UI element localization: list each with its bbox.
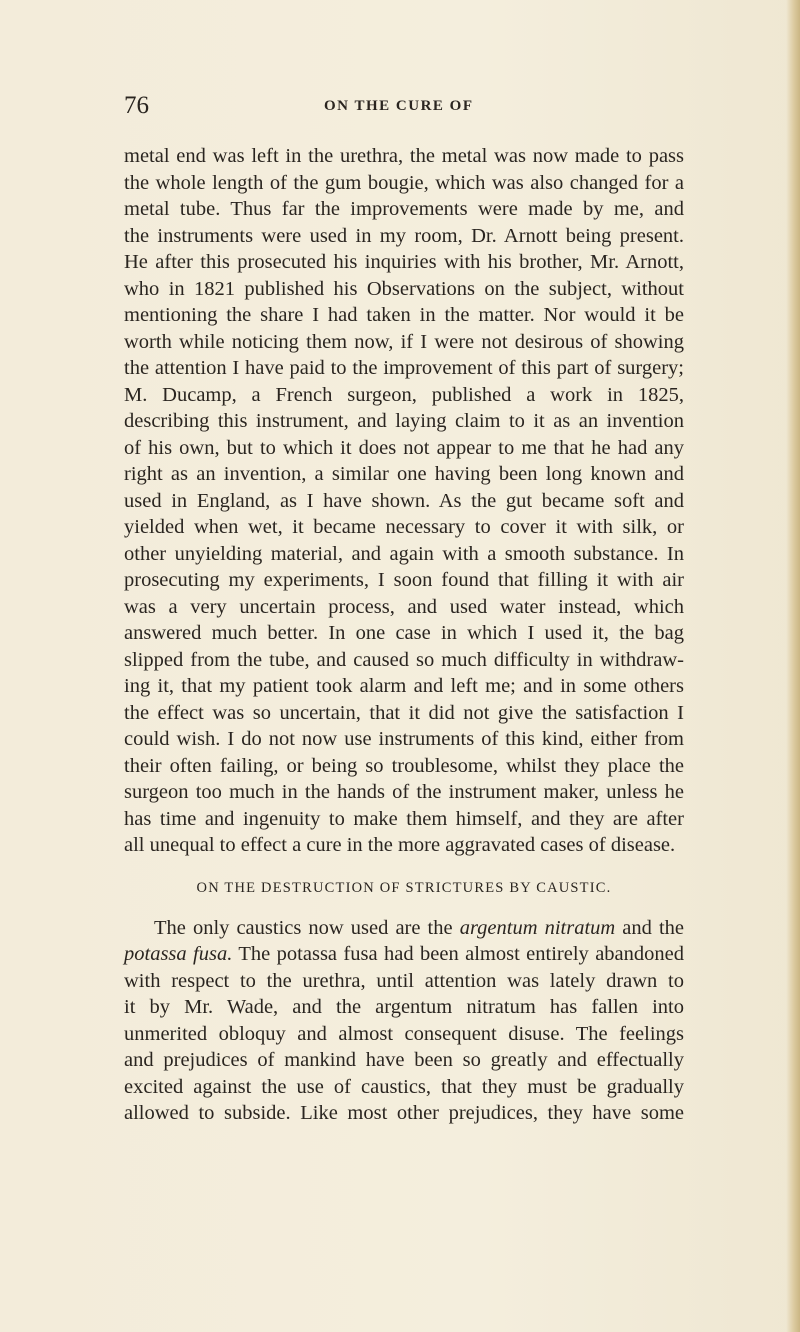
italic-term: potassa fusa. — [124, 943, 233, 965]
text-line: used in England, as I have shown. As the gut became soft and — [124, 489, 684, 512]
text-line: ing it, that my patient took alarm and left me; and in some others — [124, 675, 684, 697]
text-line: right as an invention, a similar one having been long known and — [124, 463, 684, 485]
paragraph-1 — [124, 143, 684, 859]
text-line: the instruments were used in my room, Dr. Arnott being present. — [124, 224, 684, 247]
paragraph-2 — [124, 915, 684, 1127]
text-line: the attention I have paid to the improvement of this part of surgery; — [124, 357, 684, 379]
text-line: with respect to the urethra, until attention was lately drawn to — [124, 969, 684, 992]
text-span: The potassa fusa had been almost entirely abandoned — [232, 943, 684, 965]
text-span: The only caustics now used are the — [154, 916, 460, 939]
text-span: and the — [615, 916, 684, 939]
text-line: M. Ducamp, a French surgeon, published a work in 1825, — [124, 383, 684, 406]
text-line — [124, 915, 684, 942]
text-line: mentioning the share I had taken in the matter. Nor would it be — [124, 304, 684, 326]
text-line: was a very uncertain process, and used water instead, which — [124, 595, 684, 618]
text-line: excited against the use of caustics, that they must be gradually — [124, 1075, 684, 1098]
text-line: surgeon too much in the hands of the instrument maker, unless he — [124, 781, 684, 803]
page-number: 76 — [124, 92, 149, 119]
text-line: worth while noticing them now, if I were not desirous of showing — [124, 330, 684, 353]
text-line: describing this instrument, and laying claim to it as an invention — [124, 410, 684, 432]
text-line: the effect was so uncertain, that it did not give the satisfaction I — [124, 701, 684, 724]
running-head: ON THE CURE OF — [324, 98, 474, 114]
text-line: who in 1821 published his Observations on the subject, without — [124, 277, 684, 300]
text-line: other unyielding material, and again with a smooth substance. In — [124, 542, 684, 565]
text-line: slipped from the tube, and caused so much difficulty in withdraw- — [124, 648, 684, 671]
text-line — [124, 941, 684, 968]
text-line: metal tube. Thus far the improvements were made by me, and — [124, 198, 684, 220]
text-line: could wish. I do not now use instruments of this kind, either from — [124, 728, 684, 750]
italic-term: argentum nitratum — [459, 916, 616, 939]
text-line: yielded when wet, it became necessary to cover it with silk, or — [124, 516, 684, 538]
section-heading: ON THE DESTRUCTION OF STRICTURES BY CAUSTIC. — [196, 879, 612, 896]
text-line: their often failing, or being so troublesome, whilst they place the — [124, 754, 684, 777]
text-line: metal end was left in the urethra, the metal was now made to pass — [124, 145, 684, 167]
text-line: and prejudices of mankind have been so greatly and effectually — [124, 1049, 684, 1071]
page-header — [124, 92, 684, 132]
text-line: the whole length of the gum bougie, which was also changed for a — [124, 171, 684, 194]
text-line: answered much better. In one case in which I used it, the bag — [124, 622, 684, 644]
text-line: prosecuting my experiments, I soon found that filling it with air — [124, 569, 684, 591]
text-line: all unequal to effect a cure in the more aggravated cases of disease. — [124, 834, 676, 856]
text-line: of his own, but to which it does not appear to me that he had any — [124, 436, 684, 459]
body-text — [124, 143, 684, 1127]
text-line: allowed to subside. Like most other prejudices, they have some — [124, 1102, 684, 1124]
text-line: He after this prosecuted his inquiries with his brother, Mr. Arnott, — [124, 251, 684, 273]
text-line: unmerited obloquy and almost consequent disuse. The feelings — [124, 1022, 684, 1045]
page-edge-shadow — [786, 0, 800, 1332]
text-line: it by Mr. Wade, and the argentum nitratum has fallen into — [124, 996, 684, 1018]
text-line: has time and ingenuity to make them himself, and they are after — [124, 807, 684, 830]
